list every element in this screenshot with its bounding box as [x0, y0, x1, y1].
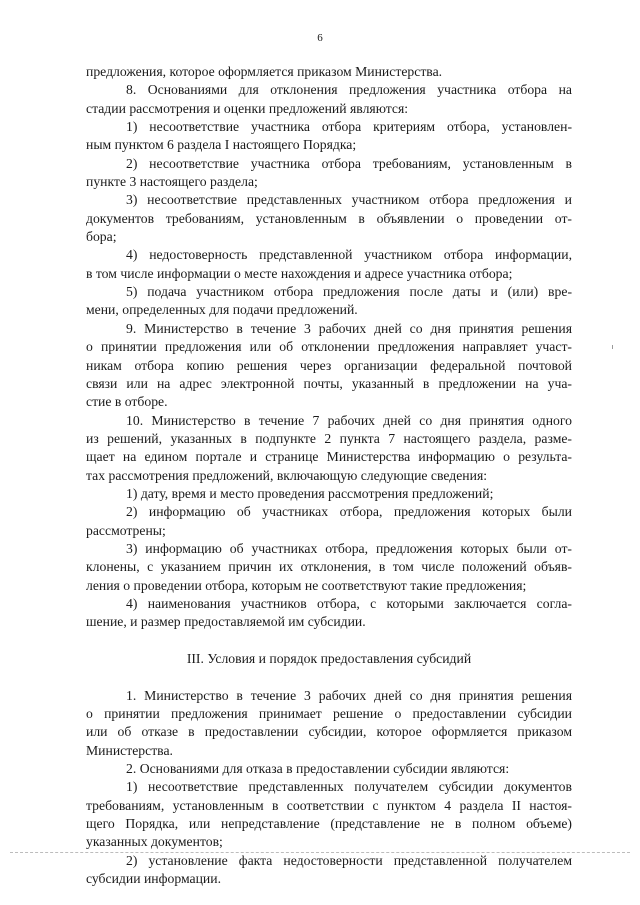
text-line: 2) несоответствие участника отбора требованиям, установленным в	[126, 155, 572, 171]
text-line: в том числе информации о месте нахождения и адресе участника отбора;	[86, 265, 513, 281]
text-line: 3) информацию об участниках отбора, предложения которых были от-	[126, 540, 572, 556]
text-line: стадии рассмотрения и оценки предложений являются:	[86, 100, 409, 116]
text-line: шение, и размер предоставляемой им субсидии.	[86, 614, 366, 630]
text-line: ным пунктом 6 раздела I настоящего Порядка;	[86, 137, 357, 153]
section-iii-body	[86, 687, 572, 889]
text-line: мени, определенных для подачи предложений.	[86, 302, 358, 318]
text-line: указанных документов;	[86, 834, 223, 850]
text-line: 9. Министерство в течение 3 рабочих дней со дня принятия решения	[126, 320, 572, 336]
text-line: 1) несоответствие представленных получателем субсидии документов	[126, 779, 572, 795]
text-line: никам отбора копию решения через организации федеральной почтовой	[86, 357, 572, 373]
text-line: о принятии предложения или об отклонении предложения направляет участ-	[86, 339, 572, 355]
page-number: 6	[317, 32, 323, 44]
text-line: о принятии предложения принимает решение о предоставлении субсидии	[86, 706, 572, 722]
text-line: тах рассмотрения предложений, включающую следующие сведения:	[86, 467, 488, 483]
text-line: связи или на адрес электронной почты, указанный в предложении на уча-	[86, 375, 572, 391]
text-line: из решений, указанных в подпункте 2 пункта 7 настоящего раздела, разме-	[86, 430, 572, 446]
text-line: 1. Министерство в течение 3 рабочих дней со дня принятия решения	[126, 687, 572, 703]
text-line: щает на едином портале и странице Министерства информацию о результа-	[86, 449, 572, 465]
section-heading: III. Условия и порядок предоставления субсидий	[186, 651, 472, 666]
spacer	[86, 632, 572, 650]
text-line: 4) наименования участников отбора, с которыми заключается согла-	[126, 595, 572, 611]
text-line: 8. Основаниями для отклонения предложения участника отбора на	[126, 82, 572, 98]
text-line: ления о проведении отбора, которым не соответствуют такие предложения;	[86, 577, 527, 593]
text-line: 5) подача участником отбора предложения после даты и (или) вре-	[126, 284, 572, 300]
text-line: субсидии информации.	[86, 871, 221, 887]
text-line: щего Порядка, или непредставление (представление не в полном объеме)	[86, 816, 572, 832]
text-line: бора;	[86, 229, 117, 245]
text-line: Министерства.	[86, 742, 173, 758]
document-body	[86, 63, 572, 888]
text-line: 10. Министерство в течение 7 рабочих дней со дня принятия одного	[126, 412, 572, 428]
text-line: требованиям, установленным в соответствии с пунктом 4 раздела II настоя-	[86, 797, 572, 813]
text-line: пункте 3 настоящего раздела;	[86, 174, 258, 190]
margin-mark	[612, 345, 613, 349]
text-line: 2) установление факта недостоверности представленной получателем	[126, 852, 572, 868]
text-line: стие в отборе.	[86, 394, 168, 410]
text-line: или об отказе в предоставлении субсидии, которое оформляется приказом	[86, 724, 572, 740]
text-line: клонены, с указанием причин их отклонения, в том числе положений объяв-	[86, 559, 572, 575]
text-line: 2. Основаниями для отказа в предоставлении субсидии являются:	[126, 761, 510, 777]
text-line: 1) дату, время и место проведения рассмотрения предложений;	[126, 485, 494, 501]
page-bottom-rule	[10, 852, 630, 853]
text-line: 2) информацию об участниках отбора, предложения которых были	[126, 504, 572, 520]
text-line: 3) несоответствие представленных участником отбора предложения и	[126, 192, 572, 208]
text-line: 1) несоответствие участника отбора критериям отбора, установлен-	[126, 119, 572, 135]
spacer	[86, 668, 572, 686]
section-ii-continuation	[86, 63, 572, 632]
text-line: рассмотрены;	[86, 522, 166, 538]
text-line: предложения, которое оформляется приказом Министерства.	[86, 64, 443, 79]
text-line: 4) недостоверность представленной участником отбора информации,	[126, 247, 572, 263]
text-line: документов требованиям, установленным в объявлении о проведении от-	[86, 210, 572, 226]
